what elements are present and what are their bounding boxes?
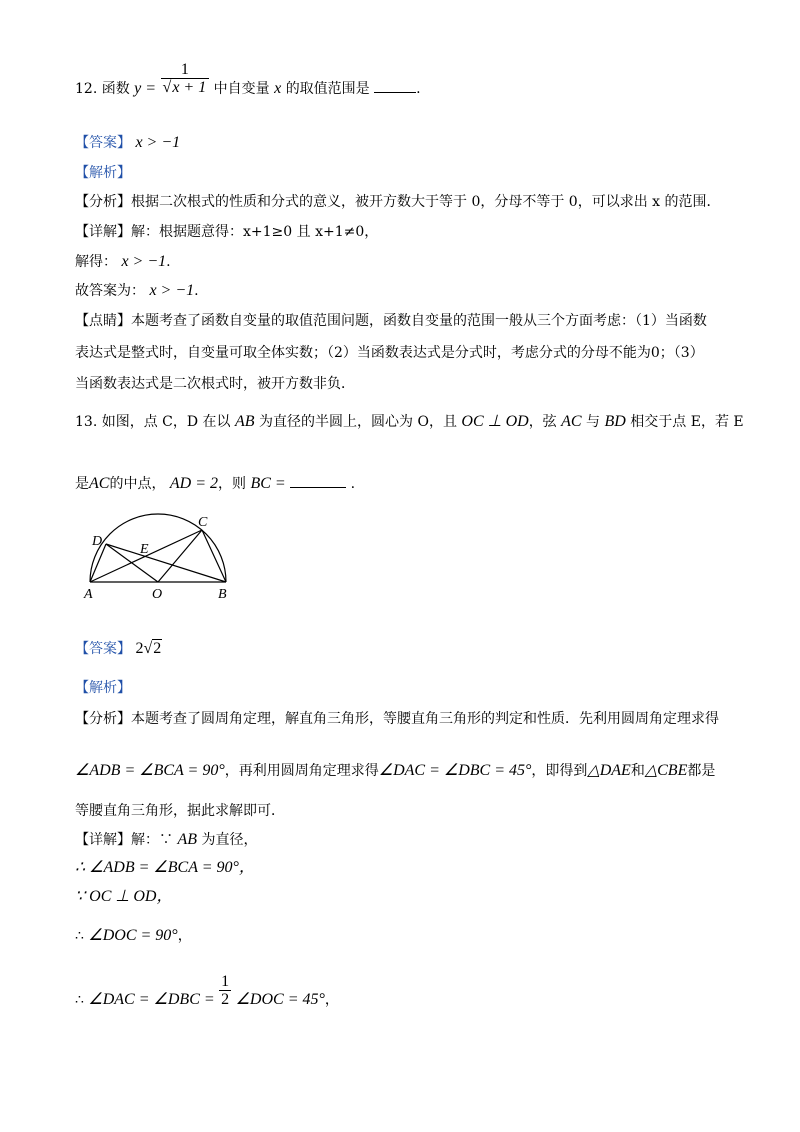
- q12-fenxi: 【分析】根据二次根式的性质和分式的意义，被开方数大于等于 0，分母不等于 0，可以求出 x 的范围．: [75, 194, 721, 210]
- q13-stem-2: 是AC的中点， AD = 2，则 BC = .: [75, 475, 356, 492]
- label-a: A: [84, 587, 93, 602]
- half-fraction: $\frac{1}{2}$: [221, 972, 230, 1008]
- q12-jiexi: 【解析】: [75, 165, 131, 181]
- q12-solve: 解得： x > −1.: [75, 253, 171, 270]
- q12-dianjing-2: 表达式是整式时，自变量可取全体实数；（2）当函数表达式是分式时，考虑分式的分母不能为0；（3）: [75, 345, 704, 361]
- label-e: E: [140, 542, 149, 557]
- q13-stem-1: 13. 如图，点 C，D 在以 AB 为直径的半圆上，圆心为 O，且 OC ⊥ OD，弦 AC 与 BD 相交于点 E，若 E: [75, 413, 744, 430]
- q12-xiangjie: 【详解】解：根据题意得：x+1≥0 且 x+1≠0，: [75, 224, 379, 240]
- semicircle-figure: [78, 508, 248, 604]
- segment-db: [106, 544, 226, 582]
- label-b: B: [218, 587, 227, 602]
- label-o: O: [152, 587, 163, 602]
- segment-od: [106, 544, 158, 582]
- answer-blank: [374, 78, 416, 93]
- q12-answer: 【答案】 x > −1: [75, 134, 181, 151]
- q13-step-3: ∴ ∠DOC = 90°，: [75, 927, 192, 944]
- label-d: D: [92, 534, 103, 549]
- q13-xiangjie: 【详解】解：∵ AB 为直径，: [75, 831, 258, 848]
- q13-fenxi-3: 等腰直角三角形，据此求解即可．: [75, 803, 285, 819]
- answer-blank: [290, 473, 346, 488]
- q13-jiexi: 【解析】: [75, 680, 131, 696]
- question-number: 12.: [75, 81, 98, 97]
- q12-final: 故答案为： x > −1.: [75, 282, 199, 299]
- formula-fraction: $\frac{1}{√x + 1}$: [161, 61, 210, 96]
- q13-fenxi-1: 【分析】本题考查了圆周角定理，解直角三角形，等腰直角三角形的判定和性质．先利用圆周角定理求得: [75, 711, 719, 727]
- q13-fenxi-2: ∠ADB = ∠BCA = 90°，再利用圆周角定理求得∠DAC = ∠DBC = 45°，即得到△DAE和△CBE都是: [75, 762, 716, 779]
- question-number: 13.: [75, 414, 98, 430]
- q13-step-2: ∵ OC ⊥ OD，: [75, 888, 173, 905]
- label-c: C: [198, 515, 208, 530]
- q12-stem: 12. 函数 y = $\frac{1}{√x + 1}$ 中自变量 x 的取值范围是 .: [75, 60, 421, 97]
- q12-dianjing-1: 【点睛】本题考查了函数自变量的取值范围问题，函数自变量的范围一般从三个方面考虑：（1）当函数: [75, 313, 707, 329]
- q12-dianjing-3: 当函数表达式是二次根式时，被开方数非负．: [75, 376, 355, 392]
- segment-oc: [158, 530, 202, 582]
- q13-step-1: ∴ ∠ADB = ∠BCA = 90°，: [75, 859, 255, 876]
- q13-answer: 【答案】 2√2: [75, 640, 162, 657]
- segment-cb: [202, 530, 226, 582]
- q13-step-4: ∴ ∠DAC = ∠DBC = $\frac{1}{2}$ ∠DOC = 45°，: [75, 972, 339, 1008]
